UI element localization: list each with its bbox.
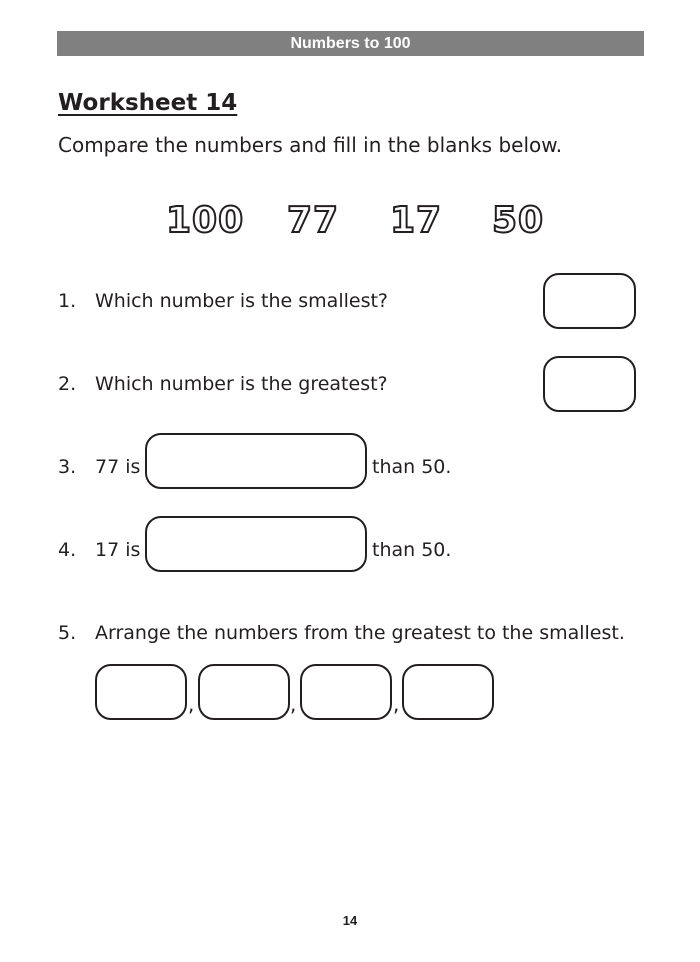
question-number: 4. [58,539,77,561]
question-prefix: 77 is [95,456,141,478]
number-option-4: 50 [492,200,545,241]
comma-separator: , [393,692,400,716]
chapter-header-bar [57,31,644,56]
question-1 [58,290,388,312]
number-option-2: 77 [287,200,340,241]
comma-separator: , [290,692,297,716]
order-box-2[interactable] [198,664,290,720]
question-2 [58,373,388,395]
number-option-3: 17 [390,200,443,241]
question-5 [58,622,625,644]
question-4 [58,539,140,561]
worksheet-title: Worksheet 14 [58,90,238,116]
comma-separator: , [188,692,195,716]
chapter-title: Numbers to 100 [290,34,411,52]
question-text: Arrange the numbers from the greatest to the smallest. [95,622,625,644]
question-number: 1. [58,290,77,312]
number-option-1: 100 [166,200,245,241]
question-4-suffix: than 50. [372,539,452,561]
answer-box-compare-17[interactable] [145,516,367,572]
order-box-3[interactable] [300,664,392,720]
answer-box-compare-77[interactable] [145,433,367,489]
question-text: Which number is the smallest? [95,290,388,312]
order-box-1[interactable] [95,664,187,720]
question-prefix: 17 is [95,539,141,561]
question-number: 3. [58,456,77,478]
question-text: Which number is the greatest? [95,373,388,395]
page-number: 14 [342,913,358,928]
order-box-4[interactable] [402,664,494,720]
question-3-suffix: than 50. [372,456,452,478]
question-number: 2. [58,373,77,395]
worksheet-instruction: Compare the numbers and fill in the blanks below. [58,133,563,157]
question-number: 5. [58,622,77,644]
question-3 [58,456,140,478]
answer-box-greatest[interactable] [543,356,636,412]
answer-box-smallest[interactable] [543,273,636,329]
